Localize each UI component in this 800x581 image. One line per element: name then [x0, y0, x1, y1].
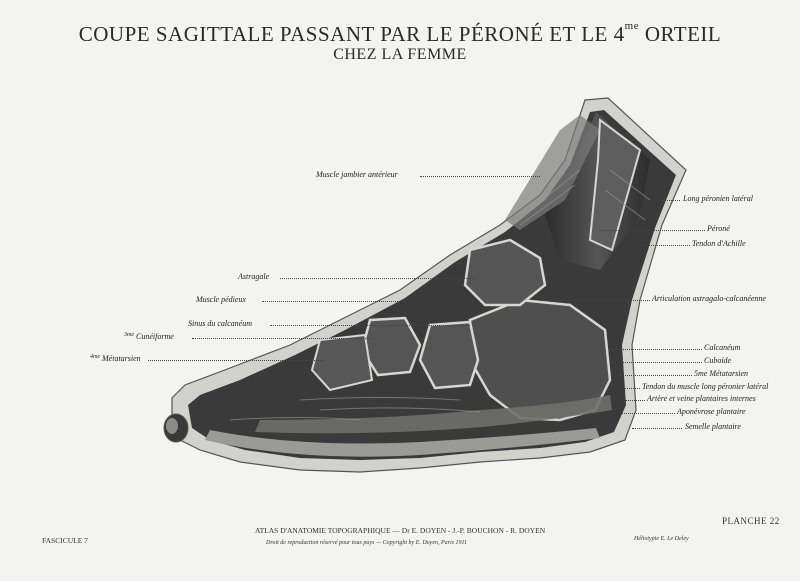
- label-perone: Péroné: [707, 224, 730, 233]
- cuboide-bone: [420, 322, 478, 388]
- label-muscle-pedieux: Muscle pédieux: [196, 295, 246, 304]
- title-superscript: me: [624, 20, 640, 32]
- label-articulation: Articulation astragalo-calcanéenne: [652, 294, 766, 303]
- label-metatarsien-4: [90, 354, 141, 363]
- leader-jambier: [420, 176, 540, 177]
- label-calcaneum: Calcanéum: [704, 343, 741, 352]
- label-tendon-long-peronier: Tendon du muscle long péronier latéral: [642, 382, 769, 391]
- label-cuneiforme: [124, 332, 174, 341]
- label-astragale: Astragale: [238, 272, 270, 281]
- plate-subtitle: CHEZ LA FEMME: [333, 46, 467, 63]
- leader-semelle: [632, 428, 682, 429]
- leader-articulation: [540, 300, 650, 301]
- label-muscle-jambier: Muscle jambier antérieur: [316, 170, 398, 179]
- metatarsien-superscript: 4me: [90, 354, 100, 360]
- footer-atlas: ATLAS D'ANATOMIE TOPOGRAPHIQUE — Dr E. DOYEN - J.-P. BOUCHON - R. DOYEN: [255, 526, 546, 535]
- leader-metatarsien5: [618, 375, 692, 376]
- label-cuboide: Cuboïde: [704, 356, 732, 365]
- label-tendon-achille: Tendon d'Achille: [692, 239, 746, 248]
- label-sinus-calcaneum: Sinus du calcanéum: [188, 319, 252, 328]
- toe-nail: [166, 418, 178, 434]
- leader-tendon-long: [625, 388, 640, 389]
- cuneiforme-text: Cunéiforme: [134, 332, 174, 341]
- label-long-peronien: Long péronien latéral: [683, 194, 753, 203]
- label-artere-veine: Artère et veine plantaires internes: [647, 394, 756, 403]
- leader-cuboide: [615, 362, 702, 363]
- leader-pedieux: [262, 301, 412, 302]
- title-text: COUPE SAGITTALE PASSANT PAR LE PÉRONÉ ET LE 4: [78, 22, 625, 46]
- footer-printer: Héliotypie E. Le Deley: [634, 536, 689, 542]
- leader-calcaneum: [610, 349, 702, 350]
- footer-fascicule: FASCICULE 7: [42, 536, 88, 545]
- leader-sinus: [270, 325, 470, 326]
- leader-long-peronien: [662, 200, 680, 201]
- label-metatarsien-5: 5me Métatarsien: [694, 369, 748, 378]
- label-aponevrose: Aponévrose plantaire: [677, 407, 746, 416]
- title-text-end: ORTEIL: [639, 22, 722, 46]
- footer-rights: Droit de reproduction réservé pour tous pays — Copyright by E. Doyen, Paris 1911: [266, 540, 468, 546]
- leader-perone: [600, 230, 705, 231]
- metatarsien-text: Métatarsien: [100, 354, 141, 363]
- cuneiforme-superscript: 3me: [124, 332, 134, 338]
- leader-metatarsien: [148, 360, 323, 361]
- leader-achille: [640, 245, 690, 246]
- leader-aponevrose: [620, 413, 675, 414]
- label-semelle: Semelle plantaire: [685, 422, 741, 431]
- plate-number: PLANCHE 22: [722, 516, 780, 526]
- leader-astragale: [280, 278, 475, 279]
- leader-artere: [625, 400, 645, 401]
- leader-cuneiforme: [192, 338, 372, 339]
